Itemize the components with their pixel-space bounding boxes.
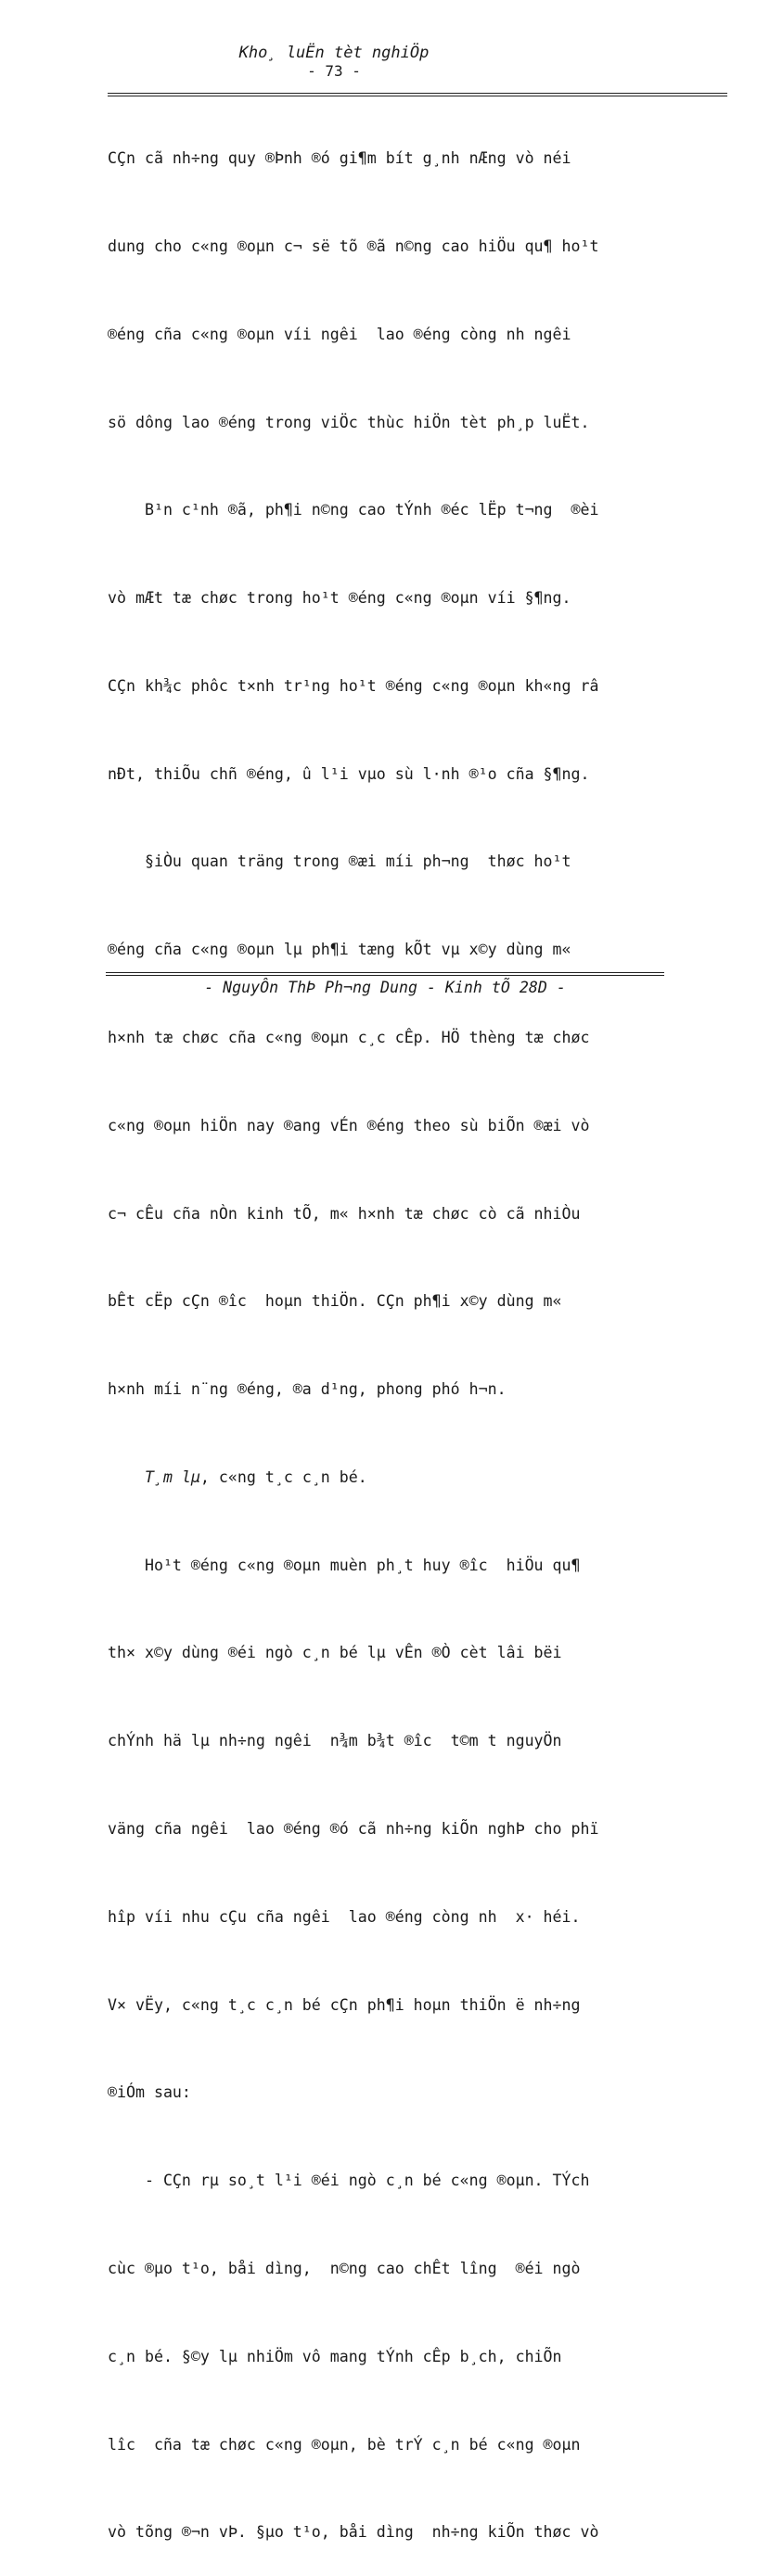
body-line: §iÒu quan träng trong ®æi míi ph¬ng thøc ho¹t [108, 852, 571, 871]
document-title: Kho¸ luËn tèt nghiÖp [238, 44, 430, 62]
body-line: vò tõng ®¬n vÞ. §µo t¹o, båi dìng nh÷ng kiÕn thøc vò [108, 2523, 599, 2542]
body-line: lîc cña tæ chøc c«ng ®oµn, bè trÝ c¸n bé c«ng ®oµn [108, 2435, 581, 2454]
body-line: vò mÆt tæ chøc trong ho¹t ®éng c«ng ®oµn víi §¶ng. [108, 589, 571, 608]
footer-rule-bottom [106, 975, 664, 976]
body-line: ®éng cña c«ng ®oµn víi ngêi lao ®éng còng nh ngêi [108, 325, 571, 343]
body-line: c«ng ®oµn hiÖn nay ®ang vÉn ®éng theo sù biÕn ®æi vò [108, 1116, 590, 1134]
footer-author: - NguyÔn ThÞ Ph¬ng Dung - Kinh tÕ 28D - [204, 979, 566, 996]
subheading-rest: , c«ng t¸c c¸n bé. [199, 1467, 367, 1486]
subheading-italic: T¸m lµ [144, 1467, 200, 1486]
footer-rule-top [106, 972, 664, 973]
body-line: h×nh míi n¨ng ®éng, ®a d¹ng, phong phó h¬n. [108, 1380, 507, 1399]
body-line: cùc ®µo t¹o, båi dìng, n©ng cao chÊt lîng ®éi ngò [108, 2259, 581, 2277]
body-line: th× x©y dùng ®éi ngò c¸n bé lµ vÊn ®Ò cèt lâi bëi [108, 1644, 562, 1662]
subheading-line [108, 1463, 701, 1493]
body-line: c¸n bé. §©y lµ nhiÖm vô mang tÝnh cÊp b¸ch, chiÕn [108, 2347, 562, 2365]
body-line: CÇn cã nh÷ng quy ®Þnh ®ó gi¶m bít g¸nh nÆng vò néi [108, 149, 571, 168]
body-line: c¬ cÊu cña nÒn kinh tÕ, m« h×nh tæ chøc cò cã nhiÒu [108, 1204, 581, 1223]
body-line: V× vËy, c«ng t¸c c¸n bé cÇn ph¶i hoµn thiÖn ë nh÷ng [108, 1995, 581, 2014]
body-line: h×nh tæ chøc cña c«ng ®oµn c¸c cÊp. HÖ thèng tæ chøc [108, 1029, 590, 1046]
body-line: ®iÓm sau: [108, 2083, 191, 2102]
body-line: ®éng cña c«ng ®oµn lµ ph¶i tæng kÕt vµ x©y dùng m« [108, 941, 571, 959]
subheading-indent [108, 1468, 145, 1486]
body-line: sö dông lao ®éng trong viÖc thùc hiÖn tèt ph¸p luËt. [108, 413, 590, 431]
body-line: Ho¹t ®éng c«ng ®oµn muèn ph¸t huy ®îc hiÖu qu¶ [108, 1556, 581, 1574]
body-line: B¹n c¹nh ®ã, ph¶i n©ng cao tÝnh ®éc lËp t¬ng ®èi [108, 501, 599, 519]
body-line: - CÇn rµ so¸t l¹i ®éi ngò c¸n bé c«ng ®oµn. TÝch [108, 2172, 590, 2190]
body-line: nÐt, thiÕu chñ ®éng, û l¹i vµo sù l·nh ®¹o cña §¶ng. [108, 764, 590, 783]
body-line: dung cho c«ng ®oµn c¬ së tõ ®ã n©ng cao hiÖu qu¶ ho¹t [108, 237, 599, 255]
body-line: bÊt cËp cÇn ®îc hoµn thiÖn. CÇn ph¶i x©y dùng m« [108, 1292, 562, 1311]
page-number: - 73 - [307, 62, 361, 80]
body-line: CÇn kh¾c phôc t×nh tr¹ng ho¹t ®éng c«ng ®oµn kh«ng râ [108, 676, 599, 695]
body-line: hîp víi nhu cÇu cña ngêi lao ®éng còng nh x· héi. [108, 1907, 581, 1926]
body-text [108, 85, 701, 2576]
page-header [0, 43, 668, 80]
body-line: väng cña ngêi lao ®éng ®ó cã nh÷ng kiÕn nghÞ cho phï [108, 1820, 599, 1839]
body-line: chÝnh hä lµ nh÷ng ngêi n¾m b¾t ®îc t©m t nguyÖn [108, 1732, 562, 1750]
